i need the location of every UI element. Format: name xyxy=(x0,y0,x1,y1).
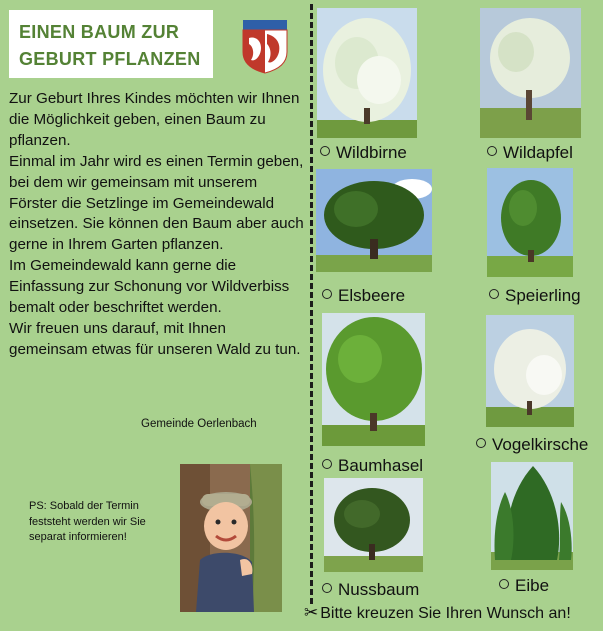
wildapfel-image xyxy=(480,8,581,138)
option-wildapfel[interactable] xyxy=(487,143,573,163)
coat-of-arms-icon xyxy=(241,18,289,74)
child-photo xyxy=(180,464,282,612)
scissors-icon: ✂ xyxy=(304,603,319,622)
nussbaum-image xyxy=(324,478,423,572)
signature: Gemeinde Oerlenbach xyxy=(141,418,257,430)
eibe-image xyxy=(491,462,573,570)
option-nussbaum-label: Nussbaum xyxy=(338,580,420,599)
option-nussbaum[interactable] xyxy=(322,580,419,600)
paragraph-intro: Zur Geburt Ihres Kindes möchten wir Ihnen die Möglichkeit geben, einen Baum zu pflanzen. xyxy=(9,90,300,149)
ps-note: PS: Sobald der Termin feststeht werden wir Sie separat informieren! xyxy=(29,500,146,543)
option-elsbeere[interactable] xyxy=(322,286,405,306)
option-wildbirne[interactable] xyxy=(320,143,407,163)
option-baumhasel[interactable] xyxy=(322,456,423,476)
elsbeere-image xyxy=(316,169,432,272)
option-eibe-label: Eibe xyxy=(515,576,550,595)
body-text xyxy=(9,89,305,361)
option-baumhasel-label: Baumhasel xyxy=(338,456,424,475)
vogelkirsche-image xyxy=(486,315,574,427)
paragraph-gemeindewald: Im Gemeindewald kann gerne die Einfassung zur Schonung vor Wildverbiss bemalt oder beschriftet werden. xyxy=(9,257,290,317)
circle-checkbox-icon[interactable] xyxy=(476,438,486,448)
paragraph-closing: Wir freuen uns darauf, mit Ihnen gemeinsam etwas für unseren Wald zu tun. xyxy=(9,319,301,358)
circle-checkbox-icon[interactable] xyxy=(499,579,509,589)
option-speierling[interactable] xyxy=(489,286,581,306)
footer-text: Bitte kreuzen Sie Ihren Wunsch an! xyxy=(320,605,571,622)
circle-checkbox-icon[interactable] xyxy=(322,459,332,469)
option-wildapfel-label: Wildapfel xyxy=(503,143,573,162)
option-wildbirne-label: Wildbirne xyxy=(336,143,407,162)
title-box xyxy=(9,10,213,78)
speierling-image xyxy=(487,168,573,277)
option-eibe[interactable] xyxy=(499,576,549,596)
wildbirne-image xyxy=(317,8,417,138)
cut-line xyxy=(310,4,313,604)
circle-checkbox-icon[interactable] xyxy=(487,146,497,156)
title-line-2: GEBURT PFLANZEN xyxy=(19,49,201,69)
paragraph-termin: Einmal im Jahr wird es einen Termin geben, bei dem wir gemeinsam mit unserem Förster die Setzlinge im Gemeindewald einsetzen. Sie können den Baum aber auch gerne in Ihrem Garten pflanzen. xyxy=(9,152,304,254)
option-vogelkirsche[interactable] xyxy=(476,435,588,455)
circle-checkbox-icon[interactable] xyxy=(322,289,332,299)
circle-checkbox-icon[interactable] xyxy=(489,289,499,299)
circle-checkbox-icon[interactable] xyxy=(320,146,330,156)
option-elsbeere-label: Elsbeere xyxy=(338,286,406,305)
option-vogelkirsche-label: Vogelkirsche xyxy=(492,435,589,454)
title-line-1: EINEN BAUM ZUR xyxy=(19,22,180,42)
baumhasel-image xyxy=(322,313,425,446)
footer-instruction xyxy=(304,603,571,623)
option-speierling-label: Speierling xyxy=(505,286,581,305)
circle-checkbox-icon[interactable] xyxy=(322,583,332,593)
